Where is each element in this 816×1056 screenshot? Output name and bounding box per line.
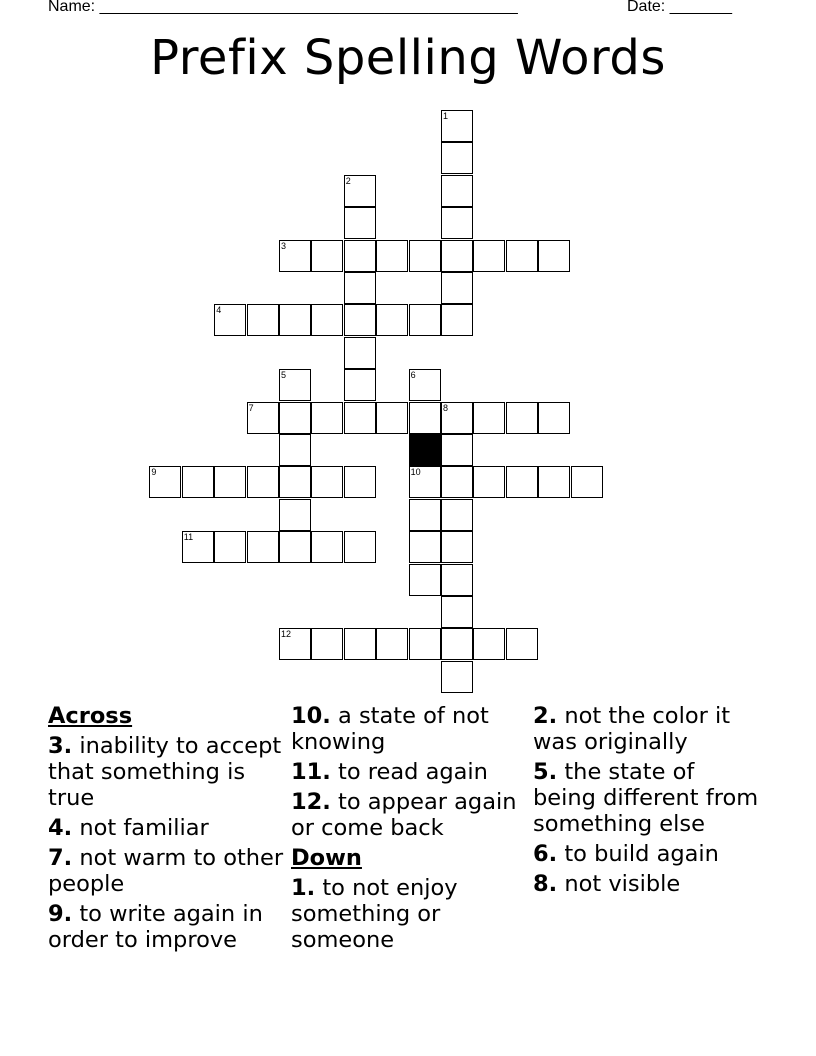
grid-cell[interactable]: [279, 466, 311, 498]
grid-cell[interactable]: [506, 240, 538, 272]
grid-cell[interactable]: [538, 240, 570, 272]
clue-down-2: [533, 703, 763, 755]
grid-cell[interactable]: [311, 531, 343, 563]
clue-number-label: 7: [248, 402, 254, 413]
grid-cell[interactable]: [182, 531, 214, 563]
grid-cell[interactable]: [409, 531, 441, 563]
grid-cell[interactable]: [376, 628, 408, 660]
clue-number: 8.: [533, 871, 558, 897]
clue-text: a state of not knowing: [291, 703, 489, 755]
grid-cell[interactable]: [311, 628, 343, 660]
grid-cell[interactable]: [279, 402, 311, 434]
clue-number-label: 6: [410, 370, 416, 381]
grid-cell[interactable]: [538, 466, 570, 498]
grid-cell[interactable]: [441, 661, 473, 693]
grid-cell[interactable]: [279, 628, 311, 660]
clue-text: not visible: [557, 871, 681, 897]
grid-cell[interactable]: [214, 466, 246, 498]
grid-cell[interactable]: [344, 402, 376, 434]
clue-number-label: 5: [281, 370, 287, 381]
clue-number: 12.: [291, 789, 331, 815]
clue-number-label: 2: [345, 175, 351, 186]
grid-cell[interactable]: [344, 466, 376, 498]
grid-cell[interactable]: [344, 240, 376, 272]
grid-cell[interactable]: [441, 531, 473, 563]
grid-cell[interactable]: [311, 402, 343, 434]
grid-cell[interactable]: [344, 628, 376, 660]
clue-text: to build again: [557, 841, 719, 867]
black-cell: [409, 434, 441, 466]
clue-down-5: [533, 759, 763, 837]
grid-cell[interactable]: [311, 304, 343, 336]
grid-cell[interactable]: [344, 531, 376, 563]
grid-cell[interactable]: [344, 175, 376, 207]
grid-cell[interactable]: [344, 207, 376, 239]
clue-number: 4.: [48, 815, 73, 841]
clue-number-label: 11: [183, 532, 194, 543]
grid-cell[interactable]: [441, 110, 473, 142]
grid-cell[interactable]: [376, 240, 408, 272]
clue-across-10: [291, 703, 529, 755]
clue-text: the state of being different from something else: [533, 759, 759, 837]
clue-number: 1.: [291, 875, 316, 901]
grid-cell[interactable]: [506, 628, 538, 660]
grid-cell[interactable]: [409, 304, 441, 336]
grid-cell[interactable]: [247, 304, 279, 336]
grid-cell[interactable]: [571, 466, 603, 498]
clue-across-12: [291, 789, 529, 841]
grid-cell[interactable]: [441, 564, 473, 596]
grid-cell[interactable]: [247, 402, 279, 434]
clue-number: 9.: [48, 901, 73, 927]
clue-number: 10.: [291, 703, 331, 729]
grid-cell[interactable]: [214, 531, 246, 563]
clue-column-3: [533, 703, 763, 901]
grid-cell[interactable]: [311, 240, 343, 272]
clue-number: 7.: [48, 845, 73, 871]
grid-cell[interactable]: [473, 466, 505, 498]
grid-cell[interactable]: [441, 142, 473, 174]
grid-cell[interactable]: [473, 240, 505, 272]
grid-cell[interactable]: [409, 240, 441, 272]
date-field-label: Date: _______: [627, 0, 732, 15]
grid-cell[interactable]: [441, 466, 473, 498]
grid-cell[interactable]: [182, 466, 214, 498]
grid-cell[interactable]: [441, 402, 473, 434]
clue-number-label: 9: [151, 467, 157, 478]
grid-cell[interactable]: [279, 369, 311, 401]
clue-number: 5.: [533, 759, 558, 785]
clue-text: not warm to other people: [48, 845, 284, 897]
grid-cell[interactable]: [473, 402, 505, 434]
clue-across-11: [291, 759, 529, 785]
clue-text: not familiar: [72, 815, 209, 841]
clue-number-label: 1: [443, 111, 449, 121]
grid-cell[interactable]: [279, 434, 311, 466]
grid-cell[interactable]: [279, 240, 311, 272]
grid-cell[interactable]: [344, 369, 376, 401]
clue-text: to not enjoy something or someone: [291, 875, 458, 953]
clue-text: inability to accept that something is true: [48, 733, 282, 811]
grid-cell[interactable]: [311, 466, 343, 498]
grid-cell[interactable]: [441, 434, 473, 466]
grid-cell[interactable]: [214, 304, 246, 336]
grid-cell[interactable]: [409, 564, 441, 596]
grid-cell[interactable]: [376, 402, 408, 434]
grid-cell[interactable]: [344, 304, 376, 336]
page-title: Prefix Spelling Words: [150, 30, 666, 86]
grid-cell[interactable]: [409, 402, 441, 434]
clue-text: to appear again or come back: [291, 789, 517, 841]
grid-cell[interactable]: [441, 628, 473, 660]
name-field-label: Name: _______________________________________________: [48, 0, 518, 15]
grid-cell[interactable]: [279, 531, 311, 563]
clue-number: 6.: [533, 841, 558, 867]
grid-cell[interactable]: [279, 304, 311, 336]
clue-text: to write again in order to improve: [48, 901, 263, 953]
grid-cell[interactable]: [409, 466, 441, 498]
grid-cell[interactable]: [506, 466, 538, 498]
grid-cell[interactable]: [409, 369, 441, 401]
grid-cell[interactable]: [441, 596, 473, 628]
clue-number-label: 10: [410, 467, 421, 478]
clue-number-label: 12: [281, 629, 292, 640]
grid-cell[interactable]: [409, 499, 441, 531]
grid-cell[interactable]: [441, 272, 473, 304]
grid-cell[interactable]: [409, 628, 441, 660]
grid-cell[interactable]: [247, 466, 279, 498]
grid-cell[interactable]: [506, 402, 538, 434]
clue-number-label: 3: [281, 240, 287, 251]
grid-cell[interactable]: [441, 304, 473, 336]
clue-across-7: [48, 845, 286, 897]
down-heading: Down: [291, 845, 362, 871]
across-heading: Across: [48, 703, 133, 729]
grid-cell[interactable]: [279, 499, 311, 531]
clue-across-9: [48, 901, 286, 953]
clue-column-1: [48, 703, 286, 957]
grid-cell[interactable]: [441, 175, 473, 207]
grid-cell[interactable]: [149, 466, 181, 498]
clue-down-1: [291, 875, 529, 953]
grid-cell[interactable]: [538, 402, 570, 434]
grid-cell[interactable]: [376, 304, 408, 336]
clue-number: 11.: [291, 759, 331, 785]
clue-number-label: 8: [443, 402, 449, 413]
clue-down-8: [533, 871, 763, 897]
clue-across-4: [48, 815, 286, 841]
clue-number: 3.: [48, 733, 73, 759]
grid-cell[interactable]: [344, 337, 376, 369]
clue-column-2: [291, 703, 529, 957]
clue-across-3: [48, 733, 286, 811]
grid-cell[interactable]: [473, 628, 505, 660]
grid-cell[interactable]: [247, 531, 279, 563]
clue-down-6: [533, 841, 763, 867]
grid-cell[interactable]: [344, 272, 376, 304]
clue-text: not the color it was originally: [533, 703, 731, 755]
grid-cell[interactable]: [441, 207, 473, 239]
clue-text: to read again: [330, 759, 488, 785]
grid-cell[interactable]: [441, 240, 473, 272]
clue-number-label: 4: [216, 305, 222, 316]
grid-cell[interactable]: [441, 499, 473, 531]
clue-number: 2.: [533, 703, 558, 729]
